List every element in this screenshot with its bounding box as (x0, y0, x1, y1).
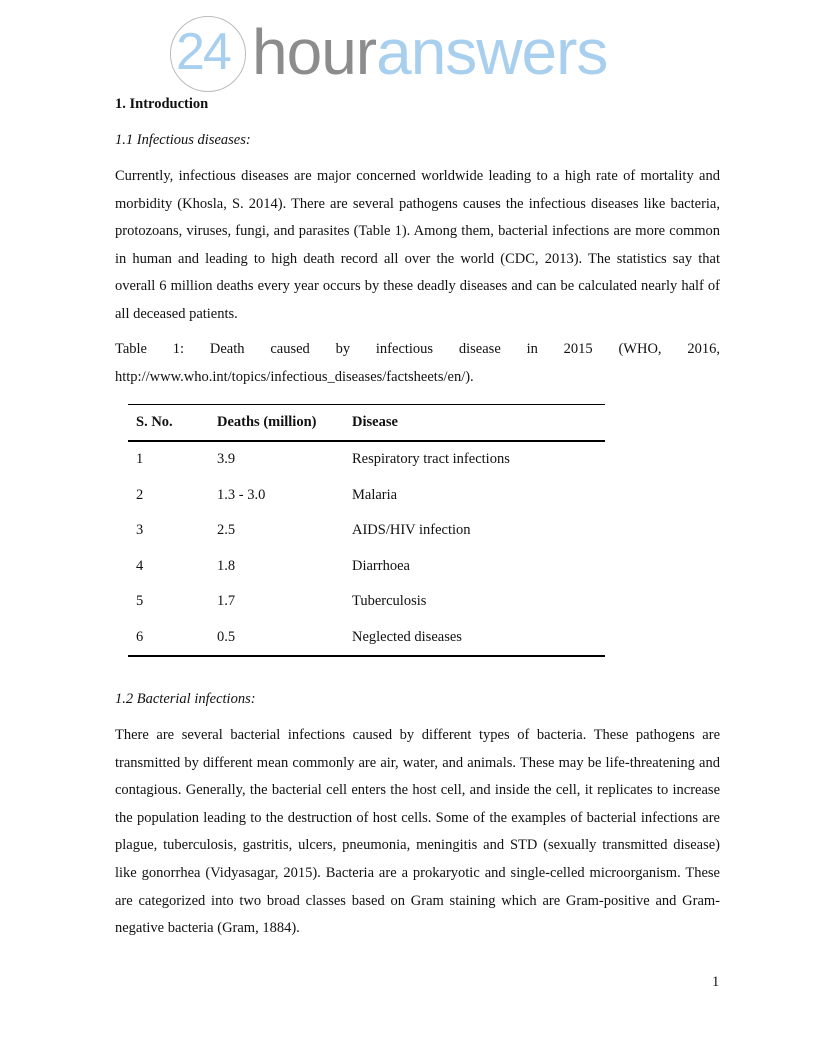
table-row (128, 441, 605, 478)
column-header: S. No. (128, 405, 209, 442)
table-cell: 1 (136, 451, 144, 468)
section-heading: 1. Introduction (115, 96, 209, 112)
table-cell: Neglected diseases (344, 620, 605, 657)
table-cell: Respiratory tract infections (352, 451, 510, 468)
page-number: 1 (712, 974, 720, 990)
table-cell: 1.3 - 3.0 (217, 486, 266, 503)
column-header: Disease (344, 405, 605, 442)
paragraph-infectious-diseases: Currently, infectious diseases are major concerned worldwide leading to a high rate of mortality and morbidity (Khosla, S. 2014). There are several pathogens causes the infectious diseases like bacteria, protozoans, viruses, fungi, and parasites (Table 1). Among them, bacterial infections are more common in human and leading to high death record all over the world (CDC, 2013). The statistics say that overall 6 million deaths every year occurs by these deadly diseases and can be calculated nearly half of all deceased patients. (115, 168, 720, 322)
table-header-row (128, 405, 605, 442)
table-cell: 2.5 (217, 522, 236, 539)
table-cell: 0.5 (209, 620, 344, 657)
table-caption: Table 1: Death caused by infectious disease in 2015 (WHO, 2016, http://www.who.int/topics/infectious_diseases/factsheets/en/). (115, 341, 720, 385)
table-row (128, 513, 605, 549)
subsection-title-1-2: 1.2 Bacterial infections: (115, 691, 256, 707)
death-table (128, 404, 605, 657)
table-cell: 4 (136, 557, 144, 574)
table-cell: Malaria (352, 486, 398, 503)
table-cell: 6 (128, 620, 209, 657)
table-cell: 2 (136, 486, 144, 503)
paragraph-bacterial-infections: There are several bacterial infections caused by different types of bacteria. These pathogens are transmitted by different mean commonly are air, water, and animals. These may be life-threatening and contagious. Generally, the bacterial cell enters the host cell, and inside the cell, it replicates to increase the population leading to the destruction of host cells. Some of the examples of bacterial infections are plague, tuberculosis, gastritis, ulcers, pneumonia, meningitis and STD (sexually transmitted disease) like gonorrhea (Vidyasagar, 2015). Bacteria are a prokaryotic and single-celled microorganism. These are categorized into two broad classes based on Gram staining which are Gram-positive and Gram-negative bacteria (Gram, 1884). (115, 727, 720, 937)
table-row (128, 584, 605, 620)
table-row (128, 549, 605, 585)
subsection-title-1-1: 1.1 Infectious diseases: (115, 132, 251, 148)
logo-24houranswers (168, 14, 638, 94)
table-cell: Tuberculosis (352, 593, 427, 610)
table-cell: AIDS/HIV infection (352, 522, 471, 539)
table-row (128, 478, 605, 514)
logo-number: 24 (176, 23, 230, 81)
table-cell: 3.9 (217, 451, 236, 468)
column-header: Deaths (million) (209, 405, 344, 442)
table-cell: 1.7 (217, 593, 236, 610)
table-cell: 3 (136, 522, 144, 539)
logo-wordmark (252, 18, 607, 86)
logo-word-hour: hour (252, 16, 377, 88)
table-cell: 1.8 (217, 557, 236, 574)
logo-word-answers: answers (376, 16, 608, 88)
table-row (128, 620, 605, 657)
table-cell: Diarrhoea (352, 557, 410, 574)
table-cell: 5 (136, 593, 144, 610)
